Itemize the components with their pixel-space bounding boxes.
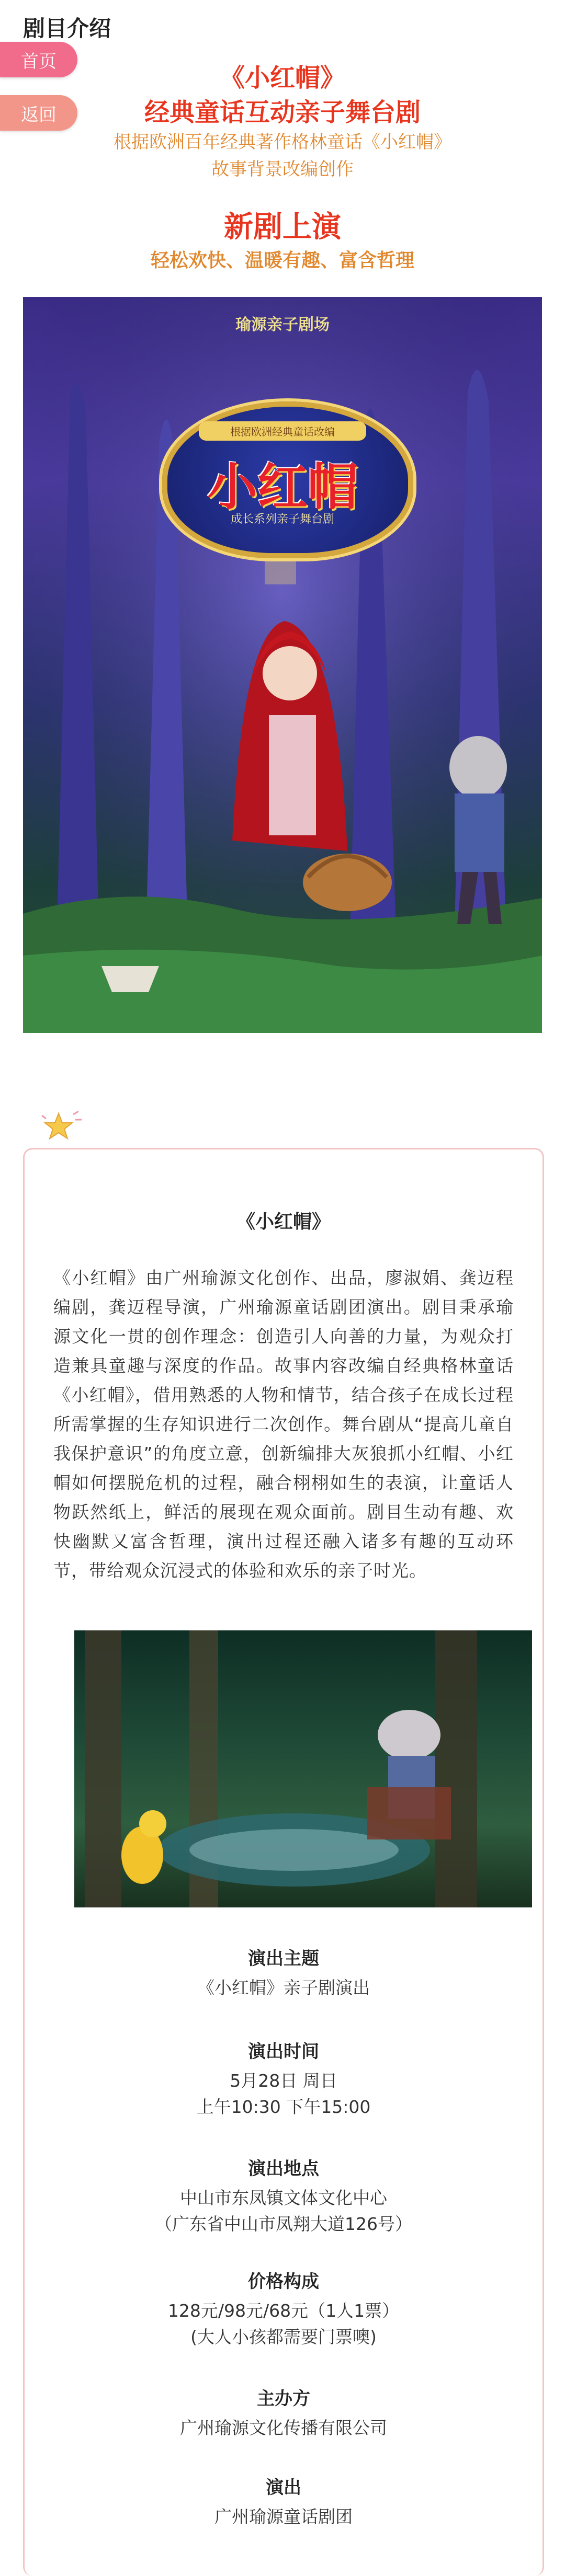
poster-logo xyxy=(162,401,413,558)
new-show-heading: 新剧上演 xyxy=(224,210,341,244)
host-value: 广州瑜源文化传播有限公司 xyxy=(180,2418,387,2438)
performer-label: 演出 xyxy=(266,2477,301,2498)
poster-logo-title: 小红帽 xyxy=(207,458,358,516)
intro-title: 《小红帽》 xyxy=(236,1211,331,1233)
star-icon xyxy=(38,1108,85,1145)
back-button[interactable]: 返回 xyxy=(0,95,77,131)
intro-paragraph: 《小红帽》由广州瑜源文化创作、出品，廖淑娟、龚迈程编剧，龚迈程导演，广州瑜源童话剧团演出。剧目秉承瑜源文化一贯的创作理念：创造引人向善的力量，为观众打造兼具童趣与深度的作品。故事内容改编自经典格林童话《小红帽》，借用熟悉的人物和情节，结合孩子在成长过程所需掌握的生存知识进行二次创作。舞台剧从“提高儿童自我保护意识”的角度立意，创新编排大灰狼抓小红帽、小红帽如何摆脱危机的过程，融合栩栩如生的表演，让童话人物跃然纸上，鲜活的展现在观众面前。剧目生动有趣、欢快幽默又富含哲理，演出过程还融入诸多有趣的互动环节，带给观众沉浸式的体验和欢乐的亲子时光。 xyxy=(53,1268,514,1581)
venue-label: 演出地点 xyxy=(248,2158,319,2179)
price-label: 价格构成 xyxy=(248,2271,319,2292)
intro-card xyxy=(23,1148,544,2576)
theme-value: 《小红帽》亲子剧演出 xyxy=(197,1977,370,1998)
price-value-2: (大人小孩都需要门票噢) xyxy=(190,2327,377,2347)
hero-title: 《小红帽》 xyxy=(219,63,345,93)
time-value-1: 5月28日 周日 xyxy=(230,2071,337,2091)
price-value-1: 128元/98元/68元（1人1票） xyxy=(167,2301,400,2321)
hero-tagline: 轻松欢快、温暖有趣、富含哲理 xyxy=(150,250,414,271)
stage-photo xyxy=(74,1630,532,1907)
hero-source-line-1: 根据欧洲百年经典著作格林童话《小红帽》 xyxy=(114,132,451,153)
poster-image xyxy=(23,297,542,1033)
time-label: 演出时间 xyxy=(248,2041,319,2062)
time-value-2: 上午10:30 下午15:00 xyxy=(196,2097,371,2117)
theme-label: 演出主题 xyxy=(248,1948,319,1969)
poster-brand: 瑜源亲子剧场 xyxy=(235,316,330,334)
venue-value-1: 中山市东凤镇文体文化中心 xyxy=(180,2188,387,2208)
stage-scene xyxy=(74,1630,532,1907)
venue-value-2: （广东省中山市凤翔大道126号） xyxy=(155,2214,412,2234)
home-button[interactable]: 首页 xyxy=(0,42,77,77)
hero-subtitle: 经典童话互动亲子舞台剧 xyxy=(144,98,421,127)
hero-source-line-2: 故事背景改编创作 xyxy=(211,159,354,180)
host-label: 主办方 xyxy=(257,2388,310,2409)
poster-badge: 根据欧洲经典童话改编 xyxy=(199,421,366,441)
page-title: 剧目介绍 xyxy=(23,16,111,41)
performer-value: 广州瑜源童话剧团 xyxy=(214,2506,353,2527)
poster-logo-subtitle: 成长系列亲子舞台剧 xyxy=(230,513,334,526)
